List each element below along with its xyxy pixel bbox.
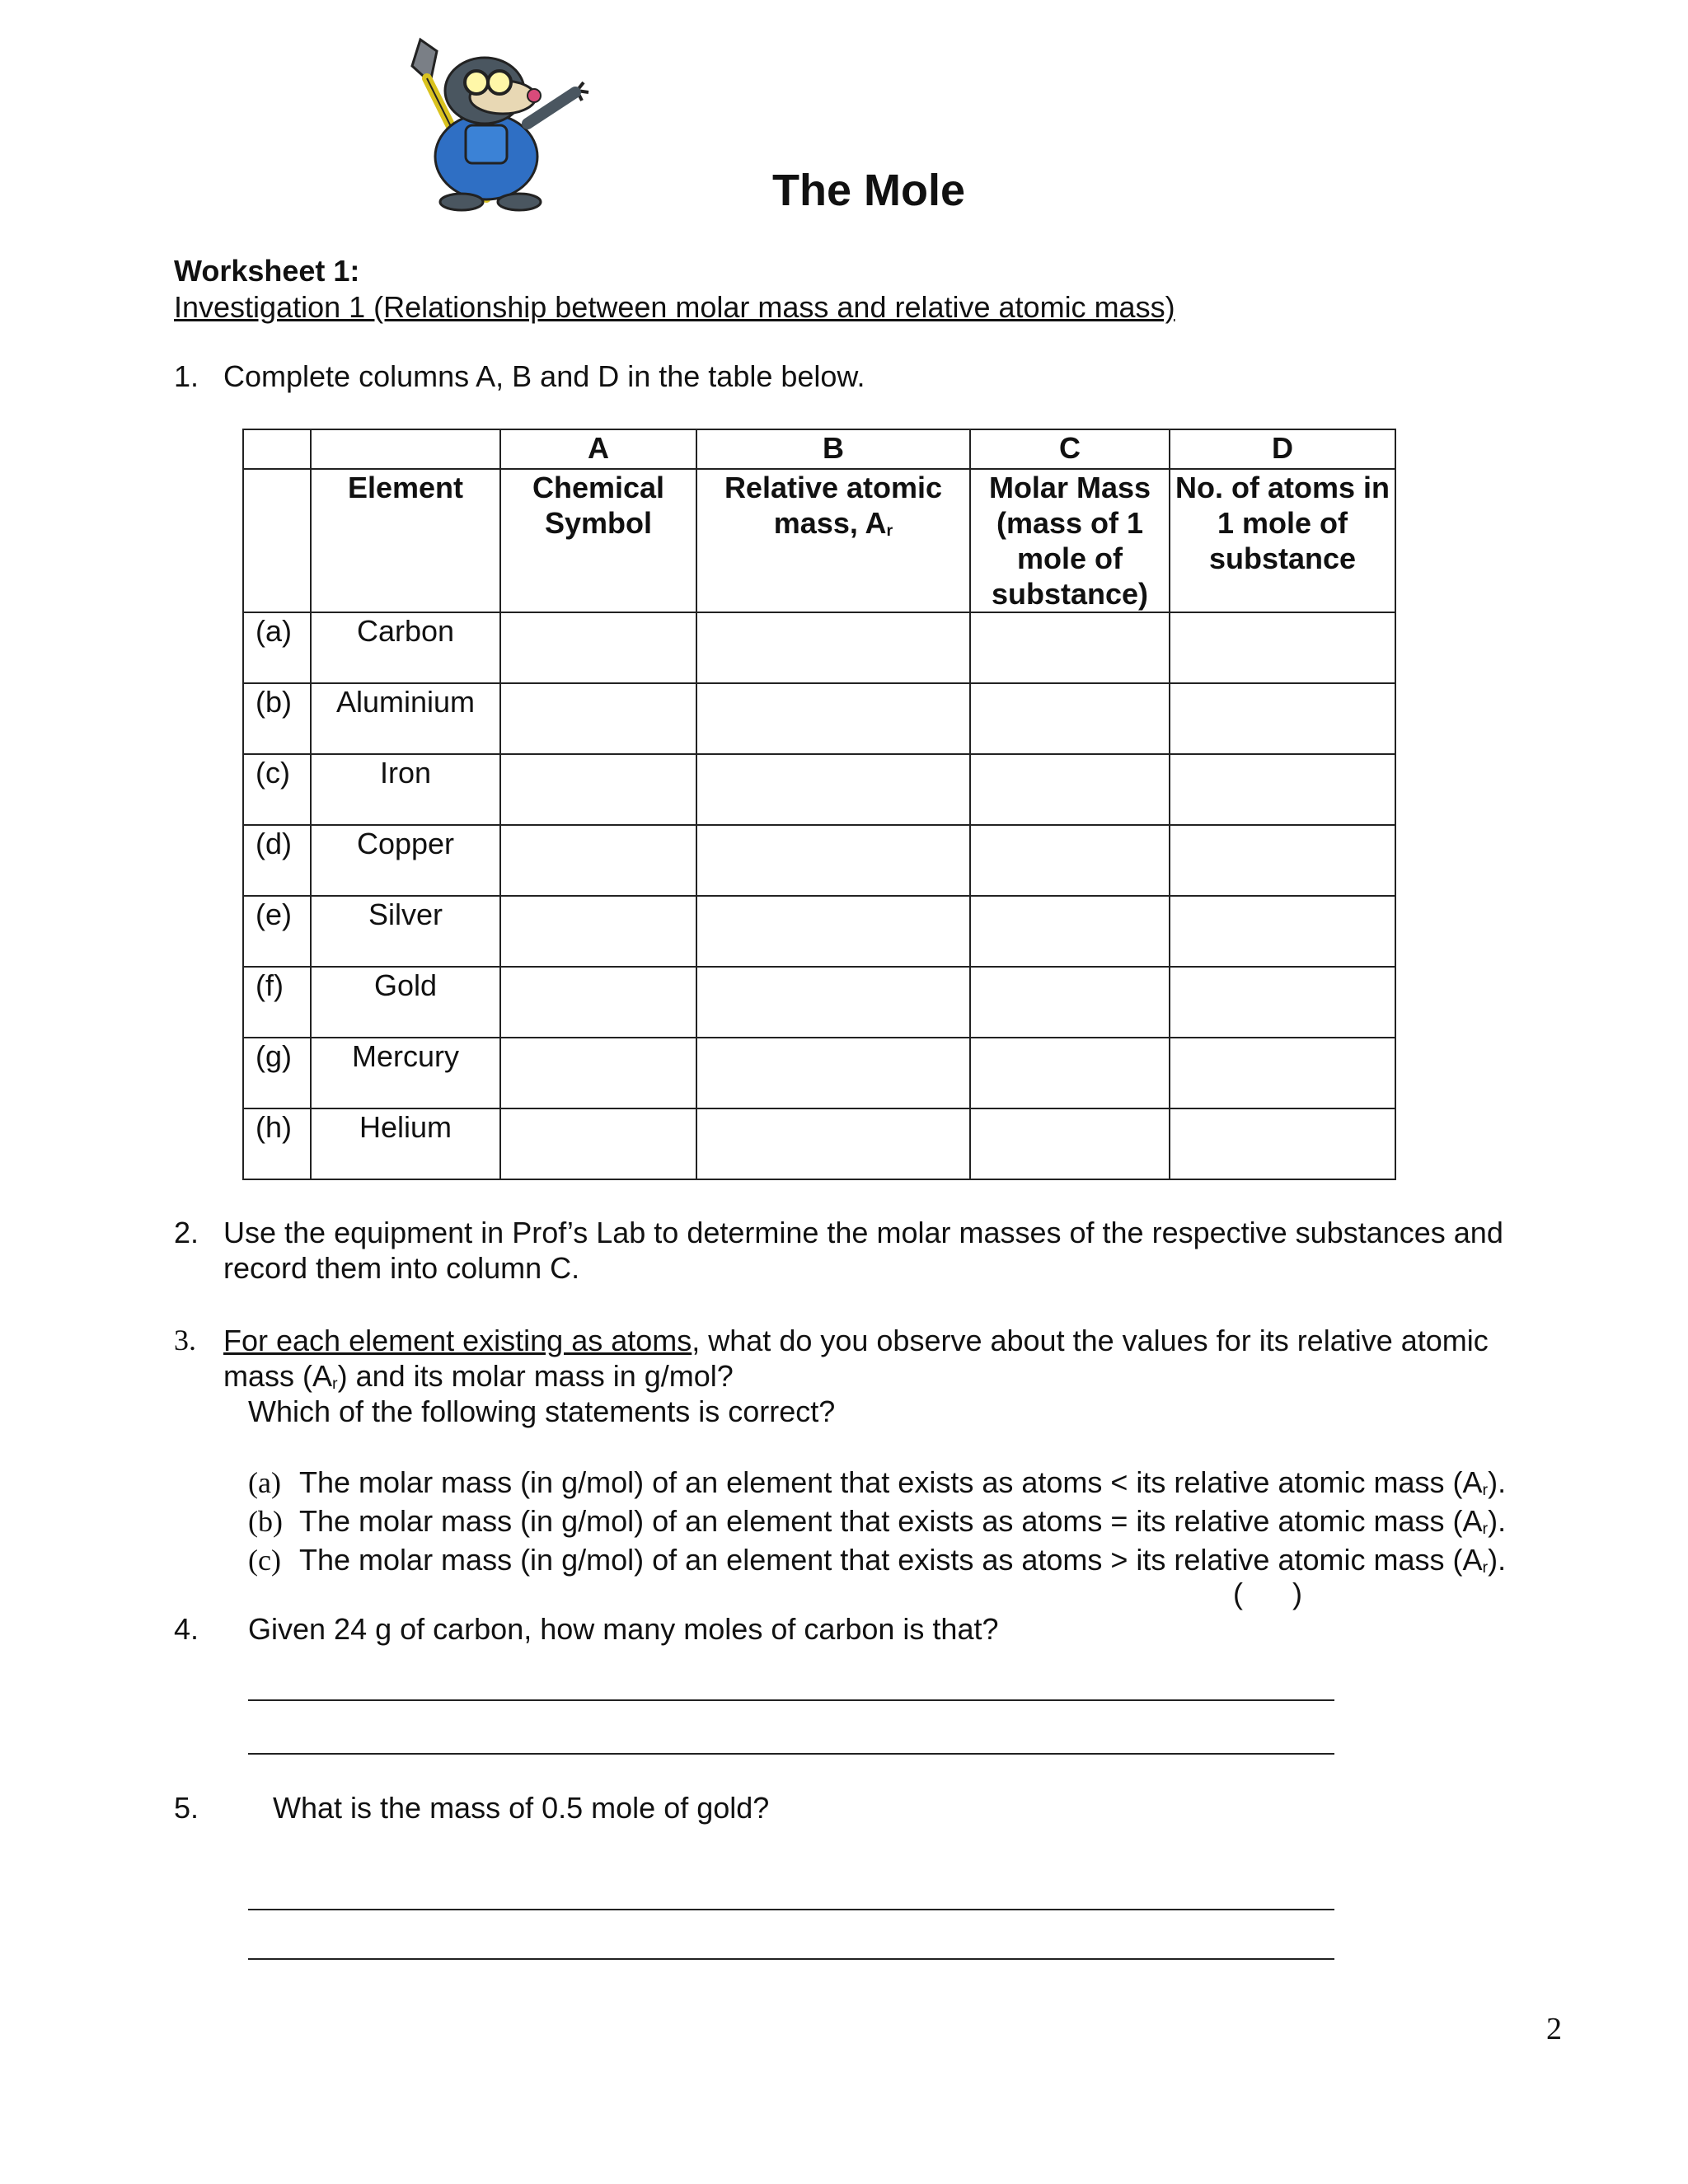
subscript-r: r <box>1482 1558 1489 1577</box>
cell-molar-mass[interactable] <box>970 1038 1170 1108</box>
row-index: (b) <box>243 683 311 754</box>
cell-relative-atomic-mass[interactable] <box>696 612 970 683</box>
question-3-text-1: , what do you observe about the values for its relative atomic mass (A <box>223 1324 1489 1393</box>
answer-line[interactable] <box>248 1909 1334 1910</box>
subscript-r: r <box>1482 1480 1489 1499</box>
question-2-number: 2. <box>174 1216 199 1249</box>
table-column-letters-row <box>243 429 1395 469</box>
table-row <box>243 754 1395 825</box>
question-3-subquestion: Which of the following statements is correct? <box>248 1394 836 1428</box>
row-element: Mercury <box>311 1038 500 1108</box>
cell-molar-mass[interactable] <box>970 683 1170 754</box>
header-chemical-symbol: Chemical Symbol <box>500 469 696 612</box>
row-index: (c) <box>243 754 311 825</box>
table-row <box>243 825 1395 896</box>
cell-number-of-atoms[interactable] <box>1170 1038 1395 1108</box>
cell-relative-atomic-mass[interactable] <box>696 683 970 754</box>
option-letter: (b) <box>248 1505 283 1538</box>
header-number-of-atoms: No. of atoms in 1 mole of substance <box>1170 469 1395 612</box>
table-row <box>243 1038 1395 1108</box>
cell-relative-atomic-mass[interactable] <box>696 825 970 896</box>
question-3-text-2: ) and its molar mass in g/mol? <box>337 1359 734 1393</box>
cell-chemical-symbol[interactable] <box>500 896 696 967</box>
option-a[interactable] <box>248 1465 1583 1508</box>
question-3-underlined: For each element existing as atoms <box>223 1324 692 1357</box>
table-row <box>243 612 1395 683</box>
option-text: The molar mass (in g/mol) of an element that exists as atoms = its relative atomic mass (A <box>299 1504 1483 1538</box>
cell-chemical-symbol[interactable] <box>500 612 696 683</box>
cell-number-of-atoms[interactable] <box>1170 683 1395 754</box>
cell-number-of-atoms[interactable] <box>1170 896 1395 967</box>
cell-number-of-atoms[interactable] <box>1170 967 1395 1038</box>
cell-number-of-atoms[interactable] <box>1170 754 1395 825</box>
subscript-r: r <box>332 1374 338 1393</box>
header-element: Element <box>311 469 500 612</box>
cell-molar-mass[interactable] <box>970 612 1170 683</box>
cell-chemical-symbol[interactable] <box>500 825 696 896</box>
question-1-number: 1. <box>174 359 199 393</box>
row-index: (d) <box>243 825 311 896</box>
cell-relative-atomic-mass[interactable] <box>696 1108 970 1179</box>
option-c[interactable] <box>248 1542 1583 1586</box>
question-4-text: Given 24 g of carbon, how many moles of carbon is that? <box>248 1612 999 1646</box>
row-element: Helium <box>311 1108 500 1179</box>
option-tail: ). <box>1488 1504 1507 1538</box>
option-b[interactable] <box>248 1503 1583 1547</box>
table-row <box>243 896 1395 967</box>
option-text: The molar mass (in g/mol) of an element that exists as atoms < its relative atomic mass (A <box>299 1465 1483 1499</box>
answer-bracket[interactable]: ( ) <box>1233 1577 1302 1610</box>
cell-relative-atomic-mass[interactable] <box>696 967 970 1038</box>
page-title: The Mole <box>771 166 965 215</box>
cell-molar-mass[interactable] <box>970 967 1170 1038</box>
table-row <box>243 967 1395 1038</box>
row-element: Silver <box>311 896 500 967</box>
table-row <box>243 683 1395 754</box>
option-letter: (a) <box>248 1466 281 1499</box>
cell-chemical-symbol[interactable] <box>500 754 696 825</box>
table-header-row <box>243 469 1395 612</box>
row-index: (f) <box>243 967 311 1038</box>
question-3-number: 3. <box>174 1324 196 1357</box>
cell-chemical-symbol[interactable] <box>500 683 696 754</box>
page-number: 2 <box>1546 2012 1562 2046</box>
row-element: Gold <box>311 967 500 1038</box>
table-row <box>243 1108 1395 1179</box>
cell-number-of-atoms[interactable] <box>1170 825 1395 896</box>
answer-line[interactable] <box>248 1753 1334 1755</box>
cell-molar-mass[interactable] <box>970 1108 1170 1179</box>
row-element: Copper <box>311 825 500 896</box>
option-text: The molar mass (in g/mol) of an element that exists as atoms > its relative atomic mass (A <box>299 1543 1483 1577</box>
cell-chemical-symbol[interactable] <box>500 967 696 1038</box>
question-5-number: 5. <box>174 1791 199 1825</box>
column-letter-a: A <box>500 429 696 469</box>
investigation-title: Investigation 1 (Relationship between molar mass and relative atomic mass) <box>174 290 1175 324</box>
question-4-number: 4. <box>174 1612 199 1646</box>
worksheet-label: Worksheet 1: <box>174 254 360 288</box>
question-3-text <box>223 1323 1559 1402</box>
subscript-r: r <box>886 521 893 540</box>
cell-chemical-symbol[interactable] <box>500 1038 696 1108</box>
column-letter <box>311 429 500 469</box>
row-index: (a) <box>243 612 311 683</box>
cell-number-of-atoms[interactable] <box>1170 1108 1395 1179</box>
header-relative-atomic-mass <box>696 469 970 612</box>
cell-relative-atomic-mass[interactable] <box>696 754 970 825</box>
row-element: Carbon <box>311 612 500 683</box>
cell-chemical-symbol[interactable] <box>500 1108 696 1179</box>
option-tail: ). <box>1488 1543 1507 1577</box>
option-tail: ). <box>1488 1465 1507 1499</box>
subscript-r: r <box>1482 1519 1489 1538</box>
row-index: (e) <box>243 896 311 967</box>
option-letter: (c) <box>248 1544 281 1577</box>
cell-relative-atomic-mass[interactable] <box>696 1038 970 1108</box>
cell-number-of-atoms[interactable] <box>1170 612 1395 683</box>
column-letter <box>243 429 311 469</box>
row-element: Aluminium <box>311 683 500 754</box>
header-index <box>243 469 311 612</box>
cell-molar-mass[interactable] <box>970 896 1170 967</box>
row-element: Iron <box>311 754 500 825</box>
column-letter-b: B <box>696 429 970 469</box>
row-index: (h) <box>243 1108 311 1179</box>
header-molar-mass: Molar Mass (mass of 1 mole of substance) <box>970 469 1170 612</box>
cell-molar-mass[interactable] <box>970 754 1170 825</box>
header-relative-atomic-mass-text: Relative atomic mass, A <box>724 471 943 540</box>
question-5-text: What is the mass of 0.5 mole of gold? <box>273 1791 770 1825</box>
cell-molar-mass[interactable] <box>970 825 1170 896</box>
row-index: (g) <box>243 1038 311 1108</box>
answer-line[interactable] <box>248 1699 1334 1701</box>
column-letter-d: D <box>1170 429 1395 469</box>
cell-relative-atomic-mass[interactable] <box>696 896 970 967</box>
question-1-text: Complete columns A, B and D in the table below. <box>223 359 865 393</box>
column-letter-c: C <box>970 429 1170 469</box>
question-2-text: Use the equipment in Prof’s Lab to determine the molar masses of the respective substances and record them into column C. <box>223 1216 1503 1285</box>
elements-table <box>242 429 1396 1180</box>
answer-line[interactable] <box>248 1958 1334 1960</box>
